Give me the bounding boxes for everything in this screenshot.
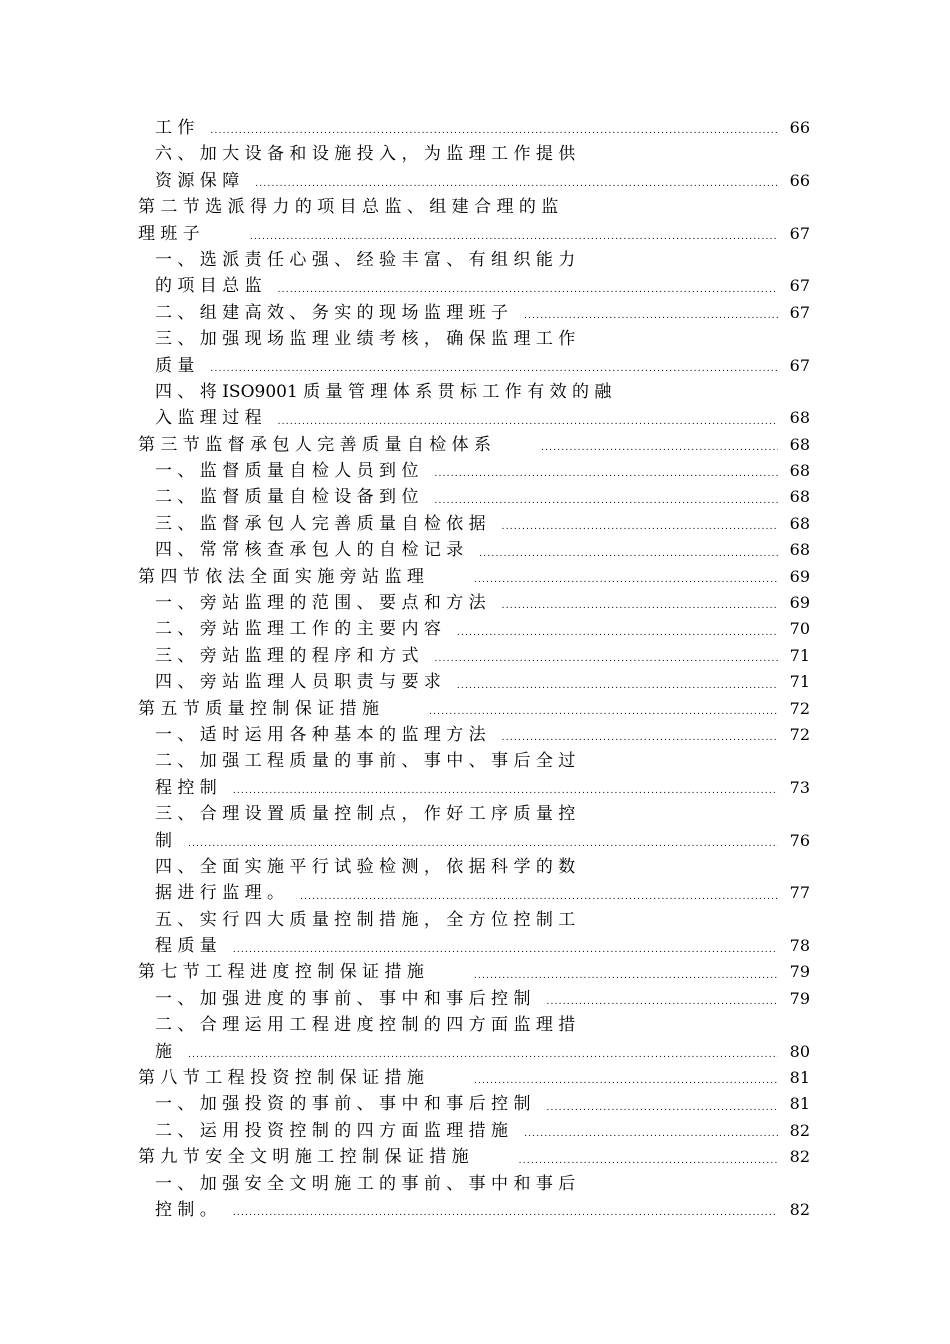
toc-page-number: 67 bbox=[789, 276, 810, 296]
toc-dot-leader bbox=[474, 570, 778, 590]
toc-page-number: 67 bbox=[789, 302, 810, 322]
toc-subentry[interactable] bbox=[138, 168, 810, 194]
toc-subentry[interactable] bbox=[138, 854, 810, 880]
toc-entry-title: 的 项 目 总 监 bbox=[155, 276, 262, 297]
toc-entry-title: 入 监 理 过 程 bbox=[155, 408, 262, 429]
toc-subentry[interactable] bbox=[138, 1091, 810, 1117]
toc-dot-leader bbox=[546, 1098, 778, 1118]
toc-dot-leader bbox=[546, 992, 778, 1012]
toc-page-number: 76 bbox=[789, 830, 810, 850]
toc-section-entry[interactable] bbox=[138, 194, 810, 220]
toc-entry-title: 第 三 节 监 督 承 包 人 完 善 质 量 自 检 体 系 bbox=[138, 434, 492, 455]
toc-page-number: 78 bbox=[789, 936, 810, 956]
toc-subentry[interactable] bbox=[138, 537, 810, 563]
toc-entry-title: 程 控 制 bbox=[155, 777, 217, 798]
toc-section-entry[interactable] bbox=[138, 221, 810, 247]
toc-subentry[interactable] bbox=[138, 1039, 810, 1065]
toc-page-number: 66 bbox=[789, 117, 810, 137]
toc-subentry[interactable] bbox=[138, 907, 810, 933]
toc-entry-title: 二 、 监 督 质 量 自 检 设 备 到 位 bbox=[155, 487, 419, 508]
toc-dot-leader bbox=[434, 464, 778, 484]
toc-subentry[interactable] bbox=[138, 353, 810, 379]
toc-subentry[interactable] bbox=[138, 484, 810, 510]
toc-subentry[interactable] bbox=[138, 141, 810, 167]
toc-entry-title: 一 、 旁 站 监 理 的 范 围 、 要 点 和 方 法 bbox=[155, 593, 486, 614]
toc-page-number: 77 bbox=[789, 883, 810, 903]
toc-subentry[interactable] bbox=[138, 1171, 810, 1197]
toc-dot-leader bbox=[524, 1124, 778, 1144]
toc-entry-title: 第 四 节 依 法 全 面 实 施 旁 站 监 理 bbox=[138, 566, 424, 587]
toc-entry-title: 四 、 旁 站 监 理 人 员 职 责 与 要 求 bbox=[155, 672, 441, 693]
toc-entry-title: 二 、 运 用 投 资 控 制 的 四 方 面 监 理 措 施 bbox=[155, 1120, 509, 1141]
toc-entry-title: 一 、 加 强 投 资 的 事 前 、 事 中 和 事 后 控 制 bbox=[155, 1094, 531, 1115]
toc-page-number: 71 bbox=[789, 645, 810, 665]
toc-dot-leader bbox=[278, 280, 778, 300]
toc-entry-title: 控 制 。 bbox=[155, 1200, 217, 1220]
toc-section-entry[interactable] bbox=[138, 696, 810, 722]
toc-entry-title: 四 、 常 常 核 查 承 包 人 的 自 检 记 录 bbox=[155, 540, 464, 561]
toc-entry-title: 理 班 子 bbox=[138, 223, 200, 244]
toc-entry-title: 二 、 加 强 工 程 质 量 的 事 前 、 事 中 、 事 后 全 过 bbox=[155, 751, 576, 772]
toc-entry-title: 二 、 旁 站 监 理 工 作 的 主 要 内 容 bbox=[155, 619, 441, 640]
toc-entry-title: 据 进 行 监 理 。 bbox=[155, 883, 285, 904]
toc-entry-title: 三 、 合 理 设 置 质 量 控 制 点 ， 作 好 工 序 质 量 控 bbox=[155, 804, 576, 825]
toc-page-number: 72 bbox=[789, 724, 810, 744]
toc-subentry[interactable] bbox=[138, 326, 810, 352]
toc-subentry[interactable] bbox=[138, 1012, 810, 1038]
toc-page-number: 69 bbox=[789, 593, 810, 613]
toc-dot-leader bbox=[188, 834, 778, 854]
toc-entry-title: 质 量 bbox=[155, 355, 195, 376]
toc-page-number: 81 bbox=[789, 1068, 810, 1088]
toc-page-number: 79 bbox=[789, 988, 810, 1008]
toc-subentry[interactable] bbox=[138, 616, 810, 642]
toc-page-number: 69 bbox=[789, 566, 810, 586]
toc-dot-leader bbox=[457, 623, 778, 643]
toc-entry-title: 五 、 实 行 四 大 质 量 控 制 措 施 ， 全 方 位 控 制 工 bbox=[155, 909, 576, 930]
toc-dot-leader bbox=[210, 121, 778, 141]
toc-page-number: 66 bbox=[789, 170, 810, 190]
toc-entry-title: 第 二 节 选 派 得 力 的 项 目 总 监 、 组 建 合 理 的 监 bbox=[138, 197, 559, 218]
toc-entry-title: 三 、 旁 站 监 理 的 程 序 和 方 式 bbox=[155, 645, 419, 666]
toc-section-entry[interactable] bbox=[138, 1144, 810, 1170]
toc-subentry[interactable] bbox=[138, 379, 810, 405]
toc-page-number: 79 bbox=[789, 962, 810, 982]
toc-entry-title: 三 、 监 督 承 包 人 完 善 质 量 自 检 依 据 bbox=[155, 513, 486, 534]
toc-dot-leader bbox=[278, 412, 778, 432]
toc-subentry[interactable] bbox=[138, 880, 810, 906]
toc-entry-title: 施 bbox=[155, 1041, 172, 1062]
toc-subentry[interactable] bbox=[138, 300, 810, 326]
toc-subentry[interactable] bbox=[138, 1197, 810, 1223]
toc-entry-title: 制 bbox=[155, 830, 172, 851]
toc-page-number: 73 bbox=[789, 777, 810, 797]
toc-entry-title: 六 、 加 大 设 备 和 设 施 投 入 ， 为 监 理 工 作 提 供 bbox=[155, 144, 576, 165]
toc-subentry[interactable] bbox=[138, 933, 810, 959]
toc-dot-leader bbox=[541, 438, 778, 458]
toc-entry-title: 程 质 量 bbox=[155, 936, 217, 957]
toc-dot-leader bbox=[502, 596, 778, 616]
toc-subentry[interactable] bbox=[138, 273, 810, 299]
toc-subentry[interactable] bbox=[138, 458, 810, 484]
toc-dot-leader bbox=[474, 966, 778, 986]
toc-dot-leader bbox=[233, 1203, 778, 1223]
toc-subentry[interactable] bbox=[138, 1118, 810, 1144]
toc-page-number: 82 bbox=[789, 1200, 810, 1219]
toc-subentry[interactable] bbox=[138, 115, 810, 141]
toc-dot-leader bbox=[434, 491, 778, 511]
toc-dot-leader bbox=[210, 359, 778, 379]
toc-page-number: 70 bbox=[789, 619, 810, 639]
toc-entry-title: 二 、 合 理 运 用 工 程 进 度 控 制 的 四 方 面 监 理 措 bbox=[155, 1015, 576, 1036]
toc-dot-leader bbox=[233, 781, 778, 801]
toc-page-number: 68 bbox=[789, 408, 810, 428]
toc-page-number: 68 bbox=[789, 513, 810, 533]
toc-page-number: 68 bbox=[789, 434, 810, 454]
toc-subentry[interactable] bbox=[138, 986, 810, 1012]
toc-dot-leader bbox=[519, 1151, 778, 1171]
toc-subentry[interactable] bbox=[138, 828, 810, 854]
toc-entry-title: 第 七 节 工 程 进 度 控 制 保 证 措 施 bbox=[138, 962, 424, 983]
toc-dot-leader bbox=[429, 702, 778, 722]
toc-dot-leader bbox=[250, 227, 778, 247]
toc-dot-leader bbox=[524, 306, 778, 326]
toc-entry-title: 第 八 节 工 程 投 资 控 制 保 证 措 施 bbox=[138, 1068, 424, 1089]
toc-subentry[interactable] bbox=[138, 801, 810, 827]
toc-entry-title: 二 、 组 建 高 效 、 务 实 的 现 场 监 理 班 子 bbox=[155, 302, 509, 323]
toc-entry-title: 一 、 适 时 运 用 各 种 基 本 的 监 理 方 法 bbox=[155, 724, 486, 745]
toc-page-number: 67 bbox=[789, 223, 810, 243]
toc-entry-title: 一 、 选 派 责 任 心 强 、 经 验 丰 富 、 有 组 织 能 力 bbox=[155, 249, 576, 270]
toc-dot-leader bbox=[502, 517, 778, 537]
toc-section-entry[interactable] bbox=[138, 1065, 810, 1091]
toc-subentry[interactable] bbox=[138, 511, 810, 537]
toc-dot-leader bbox=[479, 544, 778, 564]
toc-dot-leader bbox=[300, 887, 778, 907]
toc-entry-title: 一 、 监 督 质 量 自 检 人 员 到 位 bbox=[155, 461, 419, 482]
toc-section-entry[interactable] bbox=[138, 432, 810, 458]
toc-page-number: 68 bbox=[789, 540, 810, 560]
toc-dot-leader bbox=[255, 174, 778, 194]
toc-page-number: 72 bbox=[789, 698, 810, 718]
toc-entry-title: 一 、 加 强 安 全 文 明 施 工 的 事 前 、 事 中 和 事 后 bbox=[155, 1173, 576, 1194]
toc-subentry[interactable] bbox=[138, 775, 810, 801]
toc-entry-title: 三 、 加 强 现 场 监 理 业 绩 考 核 ， 确 保 监 理 工 作 bbox=[155, 329, 576, 350]
toc-subentry[interactable] bbox=[138, 748, 810, 774]
toc-entry-title: 四 、 全 面 实 施 平 行 试 验 检 测 ， 依 据 科 学 的 数 bbox=[155, 856, 576, 877]
toc-subentry[interactable] bbox=[138, 722, 810, 748]
toc-section-entry[interactable] bbox=[138, 564, 810, 590]
toc-page-number: 80 bbox=[789, 1041, 810, 1061]
toc-dot-leader bbox=[502, 728, 778, 748]
table-of-contents bbox=[138, 115, 810, 1223]
toc-page-number: 68 bbox=[789, 461, 810, 481]
toc-page-number: 82 bbox=[789, 1147, 810, 1167]
toc-entry-title: 四 、 将 ISO9001 质 量 管 理 体 系 贯 标 工 作 有 效 的 融 bbox=[155, 381, 612, 402]
toc-dot-leader bbox=[233, 940, 778, 960]
toc-page-number: 68 bbox=[789, 487, 810, 507]
toc-dot-leader bbox=[434, 649, 778, 669]
toc-entry-title: 第 九 节 安 全 文 明 施 工 控 制 保 证 措 施 bbox=[138, 1147, 469, 1168]
toc-page-number: 81 bbox=[789, 1094, 810, 1114]
toc-entry-title: 工 作 bbox=[155, 117, 195, 138]
toc-subentry[interactable] bbox=[138, 669, 810, 695]
toc-dot-leader bbox=[188, 1045, 778, 1065]
toc-section-entry[interactable] bbox=[138, 960, 810, 986]
toc-subentry[interactable] bbox=[138, 405, 810, 431]
toc-dot-leader bbox=[457, 676, 778, 696]
toc-subentry[interactable] bbox=[138, 643, 810, 669]
toc-page-number: 82 bbox=[789, 1120, 810, 1140]
toc-page-number: 71 bbox=[789, 672, 810, 692]
toc-entry-title: 资 源 保 障 bbox=[155, 170, 240, 191]
toc-subentry[interactable] bbox=[138, 247, 810, 273]
toc-dot-leader bbox=[474, 1071, 778, 1091]
toc-page-number: 67 bbox=[789, 355, 810, 375]
toc-subentry[interactable] bbox=[138, 590, 810, 616]
toc-entry-title: 第 五 节 质 量 控 制 保 证 措 施 bbox=[138, 698, 380, 719]
toc-entry-title: 一 、 加 强 进 度 的 事 前 、 事 中 和 事 后 控 制 bbox=[155, 988, 531, 1009]
